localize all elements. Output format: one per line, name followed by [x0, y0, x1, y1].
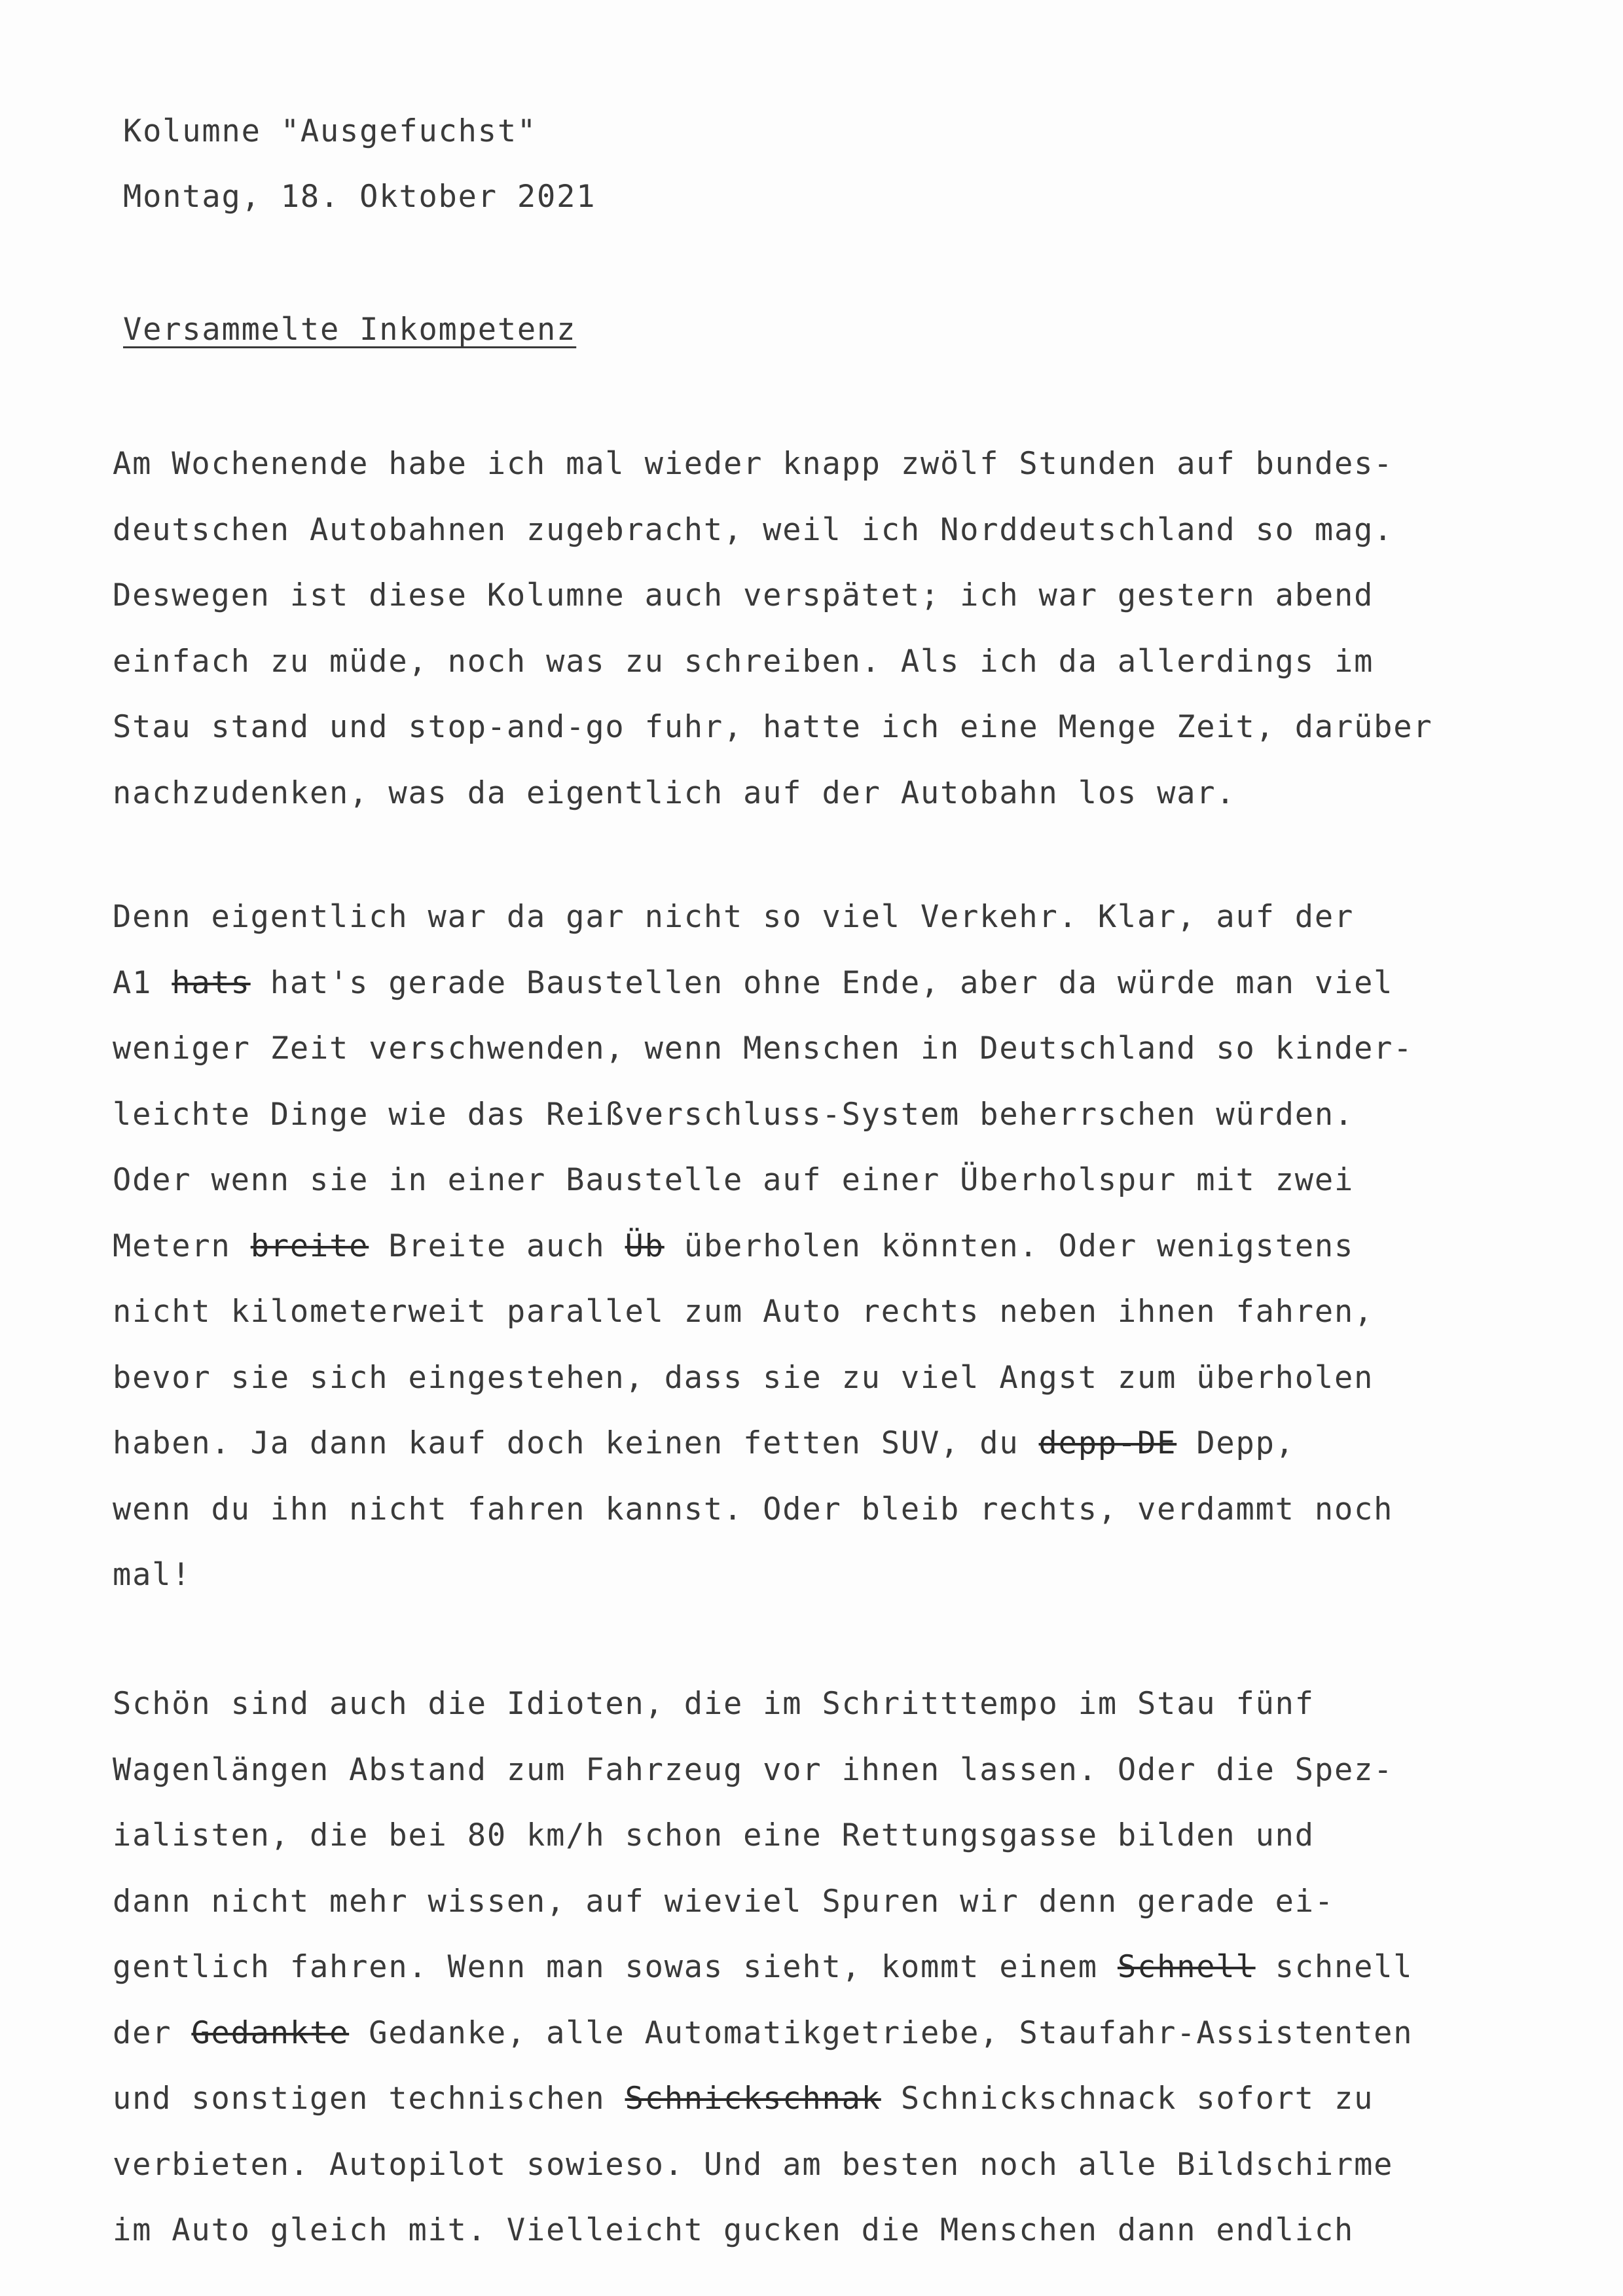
text-line [113, 498, 1393, 563]
struck-word: hats [172, 965, 251, 1001]
text-run: haben. Ja dann kauf doch keinen fetten SUV, du [113, 1425, 1039, 1461]
text-line [113, 629, 1374, 695]
text-run: Stau stand und stop-and-go fuhr, hatte ich eine Menge Zeit, darüber [113, 709, 1433, 745]
text-run: der [113, 2015, 192, 2051]
column-date: Montag, 18. Oktober 2021 [123, 179, 596, 215]
text-run: nachzudenken, was da eigentlich auf der Autobahn los war. [113, 775, 1236, 811]
text-run: deutschen Autobahnen zugebracht, weil ich Norddeutschland so mag. [113, 512, 1394, 548]
text-line [113, 431, 1393, 497]
text-line [113, 1738, 1393, 1803]
text-run: weniger Zeit verschwenden, wenn Menschen in Deutschland so kinder- [113, 1030, 1413, 1066]
text-line [113, 2001, 1413, 2066]
struck-word: Schnell [1117, 1949, 1256, 1985]
text-run: Am Wochenende habe ich mal wieder knapp zwölf Stunden auf bundes- [113, 446, 1394, 482]
text-run: überholen könnten. Oder wenigstens [664, 1228, 1355, 1264]
text-run: Wagenlängen Abstand zum Fahrzeug vor ihnen lassen. Oder die Spez- [113, 1752, 1394, 1788]
struck-word: Gedankte [191, 2015, 350, 2051]
struck-word: Schnickschnak [625, 2081, 881, 2117]
text-line [113, 1935, 1413, 2000]
text-line [113, 1148, 1354, 1213]
text-line [113, 695, 1432, 760]
text-line [113, 761, 1236, 826]
text-run: Metern [113, 1228, 251, 1264]
text-run: wenn du ihn nicht fahren kannst. Oder bleib rechts, verdammt noch [113, 1491, 1394, 1527]
text-line [113, 951, 1393, 1016]
text-run: A1 [113, 965, 172, 1001]
text-run: leichte Dinge wie das Reißverschluss-System beherrschen würden. [113, 1097, 1355, 1133]
text-run: Schön sind auch die Idioten, die im Schritttempo im Stau fünf [113, 1686, 1315, 1722]
text-run: Depp, [1176, 1425, 1295, 1461]
text-run: Breite auch [369, 1228, 625, 1264]
text-run: schnell [1255, 1949, 1413, 1985]
text-line [113, 1082, 1354, 1148]
text-line [113, 2198, 1354, 2263]
struck-word: Üb [625, 1228, 665, 1264]
struck-word: breite [250, 1228, 369, 1264]
text-run: Schnickschnack sofort zu [881, 2081, 1374, 2117]
text-line [113, 1671, 1315, 1737]
text-line [113, 1016, 1413, 1082]
text-run: mal! [113, 1557, 192, 1593]
text-line [113, 1214, 1354, 1279]
text-run: einfach zu müde, noch was zu schreiben. Als ich da allerdings im [113, 644, 1374, 680]
text-line [113, 2132, 1393, 2198]
text-run: Denn eigentlich war da gar nicht so viel Verkehr. Klar, auf der [113, 899, 1355, 935]
text-line [113, 1345, 1374, 1411]
text-run: ialisten, die bei 80 km/h schon eine Rettungsgasse bilden und [113, 1817, 1315, 1853]
text-run: und sonstigen technischen [113, 2081, 625, 2117]
text-line [113, 1542, 191, 1608]
text-line [113, 1869, 1334, 1935]
text-run: gentlich fahren. Wenn man sowas sieht, kommt einem [113, 1949, 1118, 1985]
text-run: verbieten. Autopilot sowieso. Und am besten noch alle Bildschirme [113, 2147, 1394, 2183]
text-line [113, 884, 1354, 950]
text-line [113, 1411, 1295, 1476]
text-run: Gedanke, alle Automatikgetriebe, Staufahr-Assistenten [349, 2015, 1413, 2051]
text-line [113, 1803, 1315, 1868]
text-run: hat's gerade Baustellen ohne Ende, aber da würde man viel [250, 965, 1394, 1001]
struck-word: depp-DE [1038, 1425, 1177, 1461]
text-run: im Auto gleich mit. Vielleicht gucken die Menschen dann endlich [113, 2212, 1355, 2248]
text-line [113, 2066, 1374, 2132]
text-line [113, 1477, 1393, 1542]
text-run: Deswegen ist diese Kolumne auch verspätet; ich war gestern abend [113, 577, 1374, 613]
text-run: dann nicht mehr wissen, auf wieviel Spuren wir denn gerade ei- [113, 1884, 1334, 1920]
text-line [113, 1279, 1374, 1345]
text-run: Oder wenn sie in einer Baustelle auf einer Überholspur mit zwei [113, 1162, 1355, 1198]
text-line [113, 563, 1374, 629]
text-run: bevor sie sich eingestehen, dass sie zu viel Angst zum überholen [113, 1360, 1374, 1396]
text-run: nicht kilometerweit parallel zum Auto rechts neben ihnen fahren, [113, 1294, 1374, 1330]
column-label: Kolumne "Ausgefuchst" [123, 113, 538, 149]
article-title: Versammelte Inkompetenz [123, 312, 577, 348]
